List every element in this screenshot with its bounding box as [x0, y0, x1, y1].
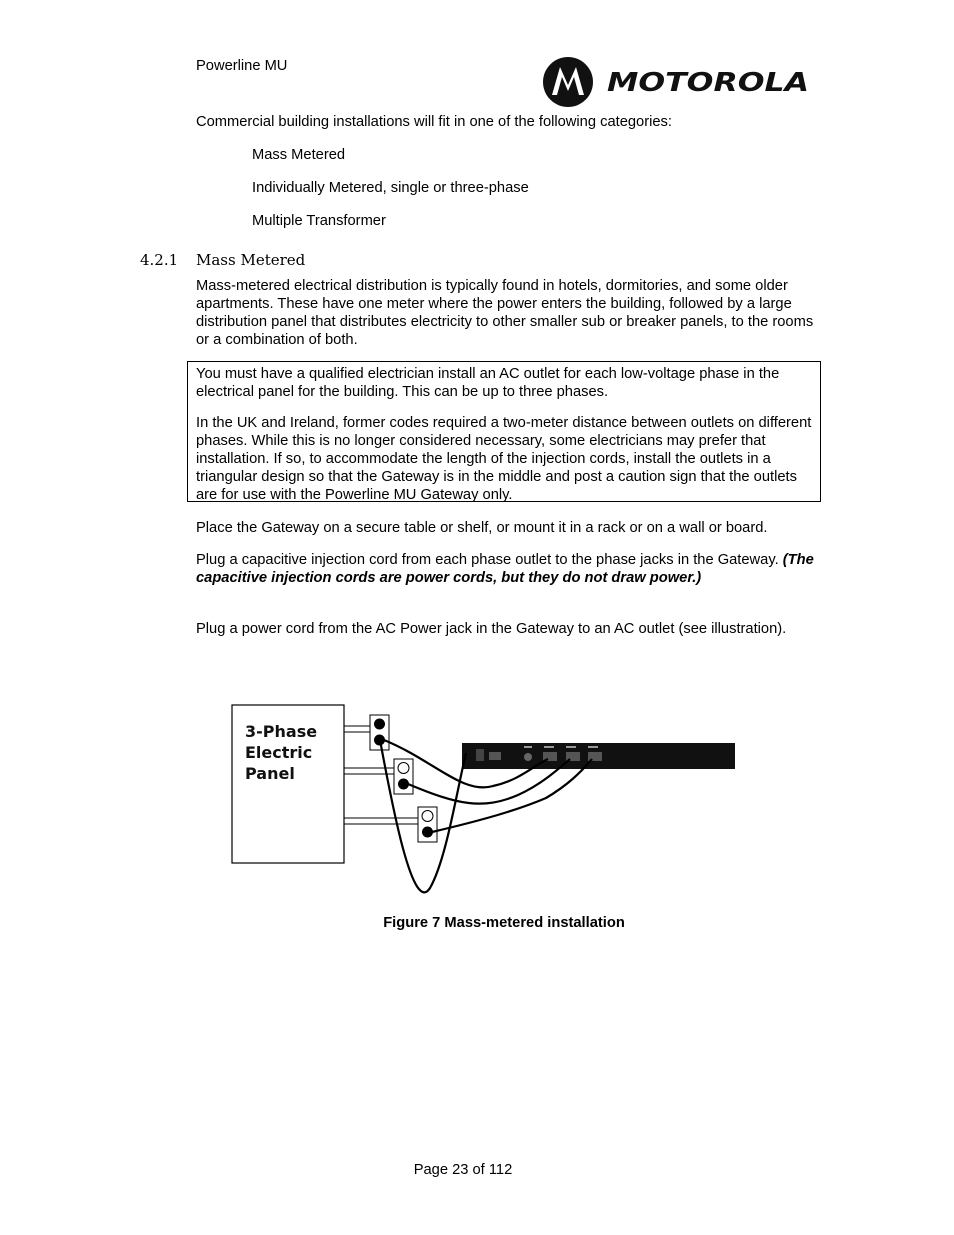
header-title: Powerline MU — [196, 58, 288, 74]
paragraph-injection-emphasis: (The capacitive injection cords are power cords, but they do not draw power.) — [196, 552, 814, 586]
paragraph-injection-text: Plug a capacitive injection cord from each phase outlet to the phase jacks in the Gateway. — [196, 552, 783, 568]
page-number: Page 23 of 112 — [413, 1162, 513, 1178]
motorola-batwing-icon — [543, 57, 593, 107]
note-paragraph: In the UK and Ireland, former codes required a two-meter distance between outlets on different phases. While this is no longer considered necessary, some electricians may prefer that installation. If so, to accommodate the length of the injection cords, install the outlets in a triangular design so that the Gateway is in the middle and post a caution sign that the outlets are for use with the Powerline MU Gateway only. — [196, 415, 812, 503]
mass-metered-diagram — [228, 700, 738, 902]
panel-label-line: Panel — [245, 764, 295, 783]
category-item: Mass Metered — [252, 147, 346, 163]
note-paragraph: You must have a qualified electrician install an AC outlet for each low-voltage phase in the electrical panel for the building. This can be up to three phases. — [196, 366, 780, 400]
outlet-phase-3 — [418, 807, 437, 842]
paragraph-placement: Place the Gateway on a secure table or shelf, or mount it in a rack or on a wall or board. — [196, 520, 768, 536]
outlet-phase-2 — [394, 759, 413, 794]
section-title: Mass Metered — [196, 251, 306, 269]
category-item: Multiple Transformer — [252, 213, 386, 229]
figure-caption: Figure 7 Mass-metered installation — [383, 915, 625, 931]
paragraph-injection-cord — [196, 551, 816, 587]
paragraph-power-cord: Plug a power cord from the AC Power jack in the Gateway to an AC outlet (see illustration). — [196, 621, 787, 637]
panel-label-line: 3-Phase — [245, 722, 318, 741]
section-number: 4.2.1 — [140, 251, 179, 269]
logo-text: MOTOROLA — [607, 68, 809, 98]
paragraph-description: Mass-metered electrical distribution is typically found in hotels, dormitories, and some older apartments. These have one meter where the power enters the building, followed by a large distribution panel that distributes electricity to other smaller sub or breaker panels, to the rooms or a combination of both. — [196, 278, 814, 348]
outlet-phase-1 — [370, 715, 389, 750]
panel-label-line: Electric — [245, 743, 313, 762]
motorola-logo — [543, 55, 815, 109]
intro-text: Commercial building installations will fit in one of the following categories: — [196, 114, 672, 130]
gateway-device — [462, 743, 735, 769]
category-item: Individually Metered, single or three-phase — [252, 180, 529, 196]
